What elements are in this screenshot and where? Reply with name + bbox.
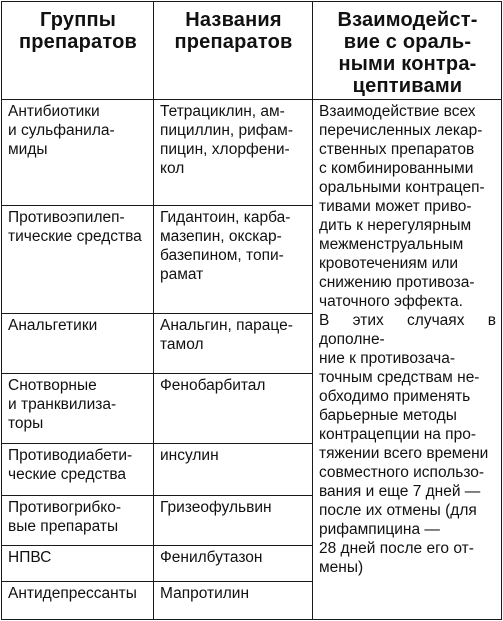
drug-names-cell: Анальгин, параце- тамол [154, 314, 313, 374]
drug-group-cell: Анальгетики [2, 314, 154, 374]
drug-names-cell: Тетрациклин, ам- пициллин, рифам- пицин, хлорфени- кол [154, 100, 313, 206]
header-interaction: Взаимодейст- вие с ораль- ными контра- цептивами [313, 2, 502, 100]
drug-group-cell: Снотворные и транквилиза- торы [2, 374, 154, 444]
drug-names-cell: Мапротилин [154, 582, 313, 620]
header-drug-groups: Группы препаратов [2, 2, 154, 100]
drug-names-cell: Гидантоин, карба- мазепин, окскар- базепином, топи- рамат [154, 206, 313, 314]
drug-group-cell: Противогрибко- вые препараты [2, 496, 154, 546]
table-row [2, 100, 502, 206]
drug-group-cell: Противоэпилеп- тические средства [2, 206, 154, 314]
drug-names-cell: Гризеофульвин [154, 496, 313, 546]
drug-interaction-table [1, 1, 502, 620]
drug-group-cell: Противодиабети- ческие средства [2, 444, 154, 496]
drug-group-cell: Антидепрессанты [2, 582, 154, 620]
drug-names-cell: инсулин [154, 444, 313, 496]
drug-group-cell: Антибиотики и сульфанила- миды [2, 100, 154, 206]
drug-names-cell: Фенилбутазон [154, 546, 313, 582]
drug-names-cell: Фенобарбитал [154, 374, 313, 444]
table-header-row [2, 2, 502, 100]
header-drug-names: Названия препаратов [154, 2, 313, 100]
interaction-note-cell: Взаимодействие всех перечисленных лекар- ственных препаратов с комбинированными оральными контрацеп- тивами может приво- дить к нерегулярным межменструальным кровотечениям или снижению противоза- чаточного эффекта. В этих случаях в дополне- ние к противозача- точным средствам не- обходимо применять барьерные методы контрацепции на про- тяжении всего времени совместного использо- вания и еще 7 дней — после их отмены (для рифампицина — 28 дней после его от- мены) [313, 100, 502, 620]
drug-group-cell: НПВС [2, 546, 154, 582]
